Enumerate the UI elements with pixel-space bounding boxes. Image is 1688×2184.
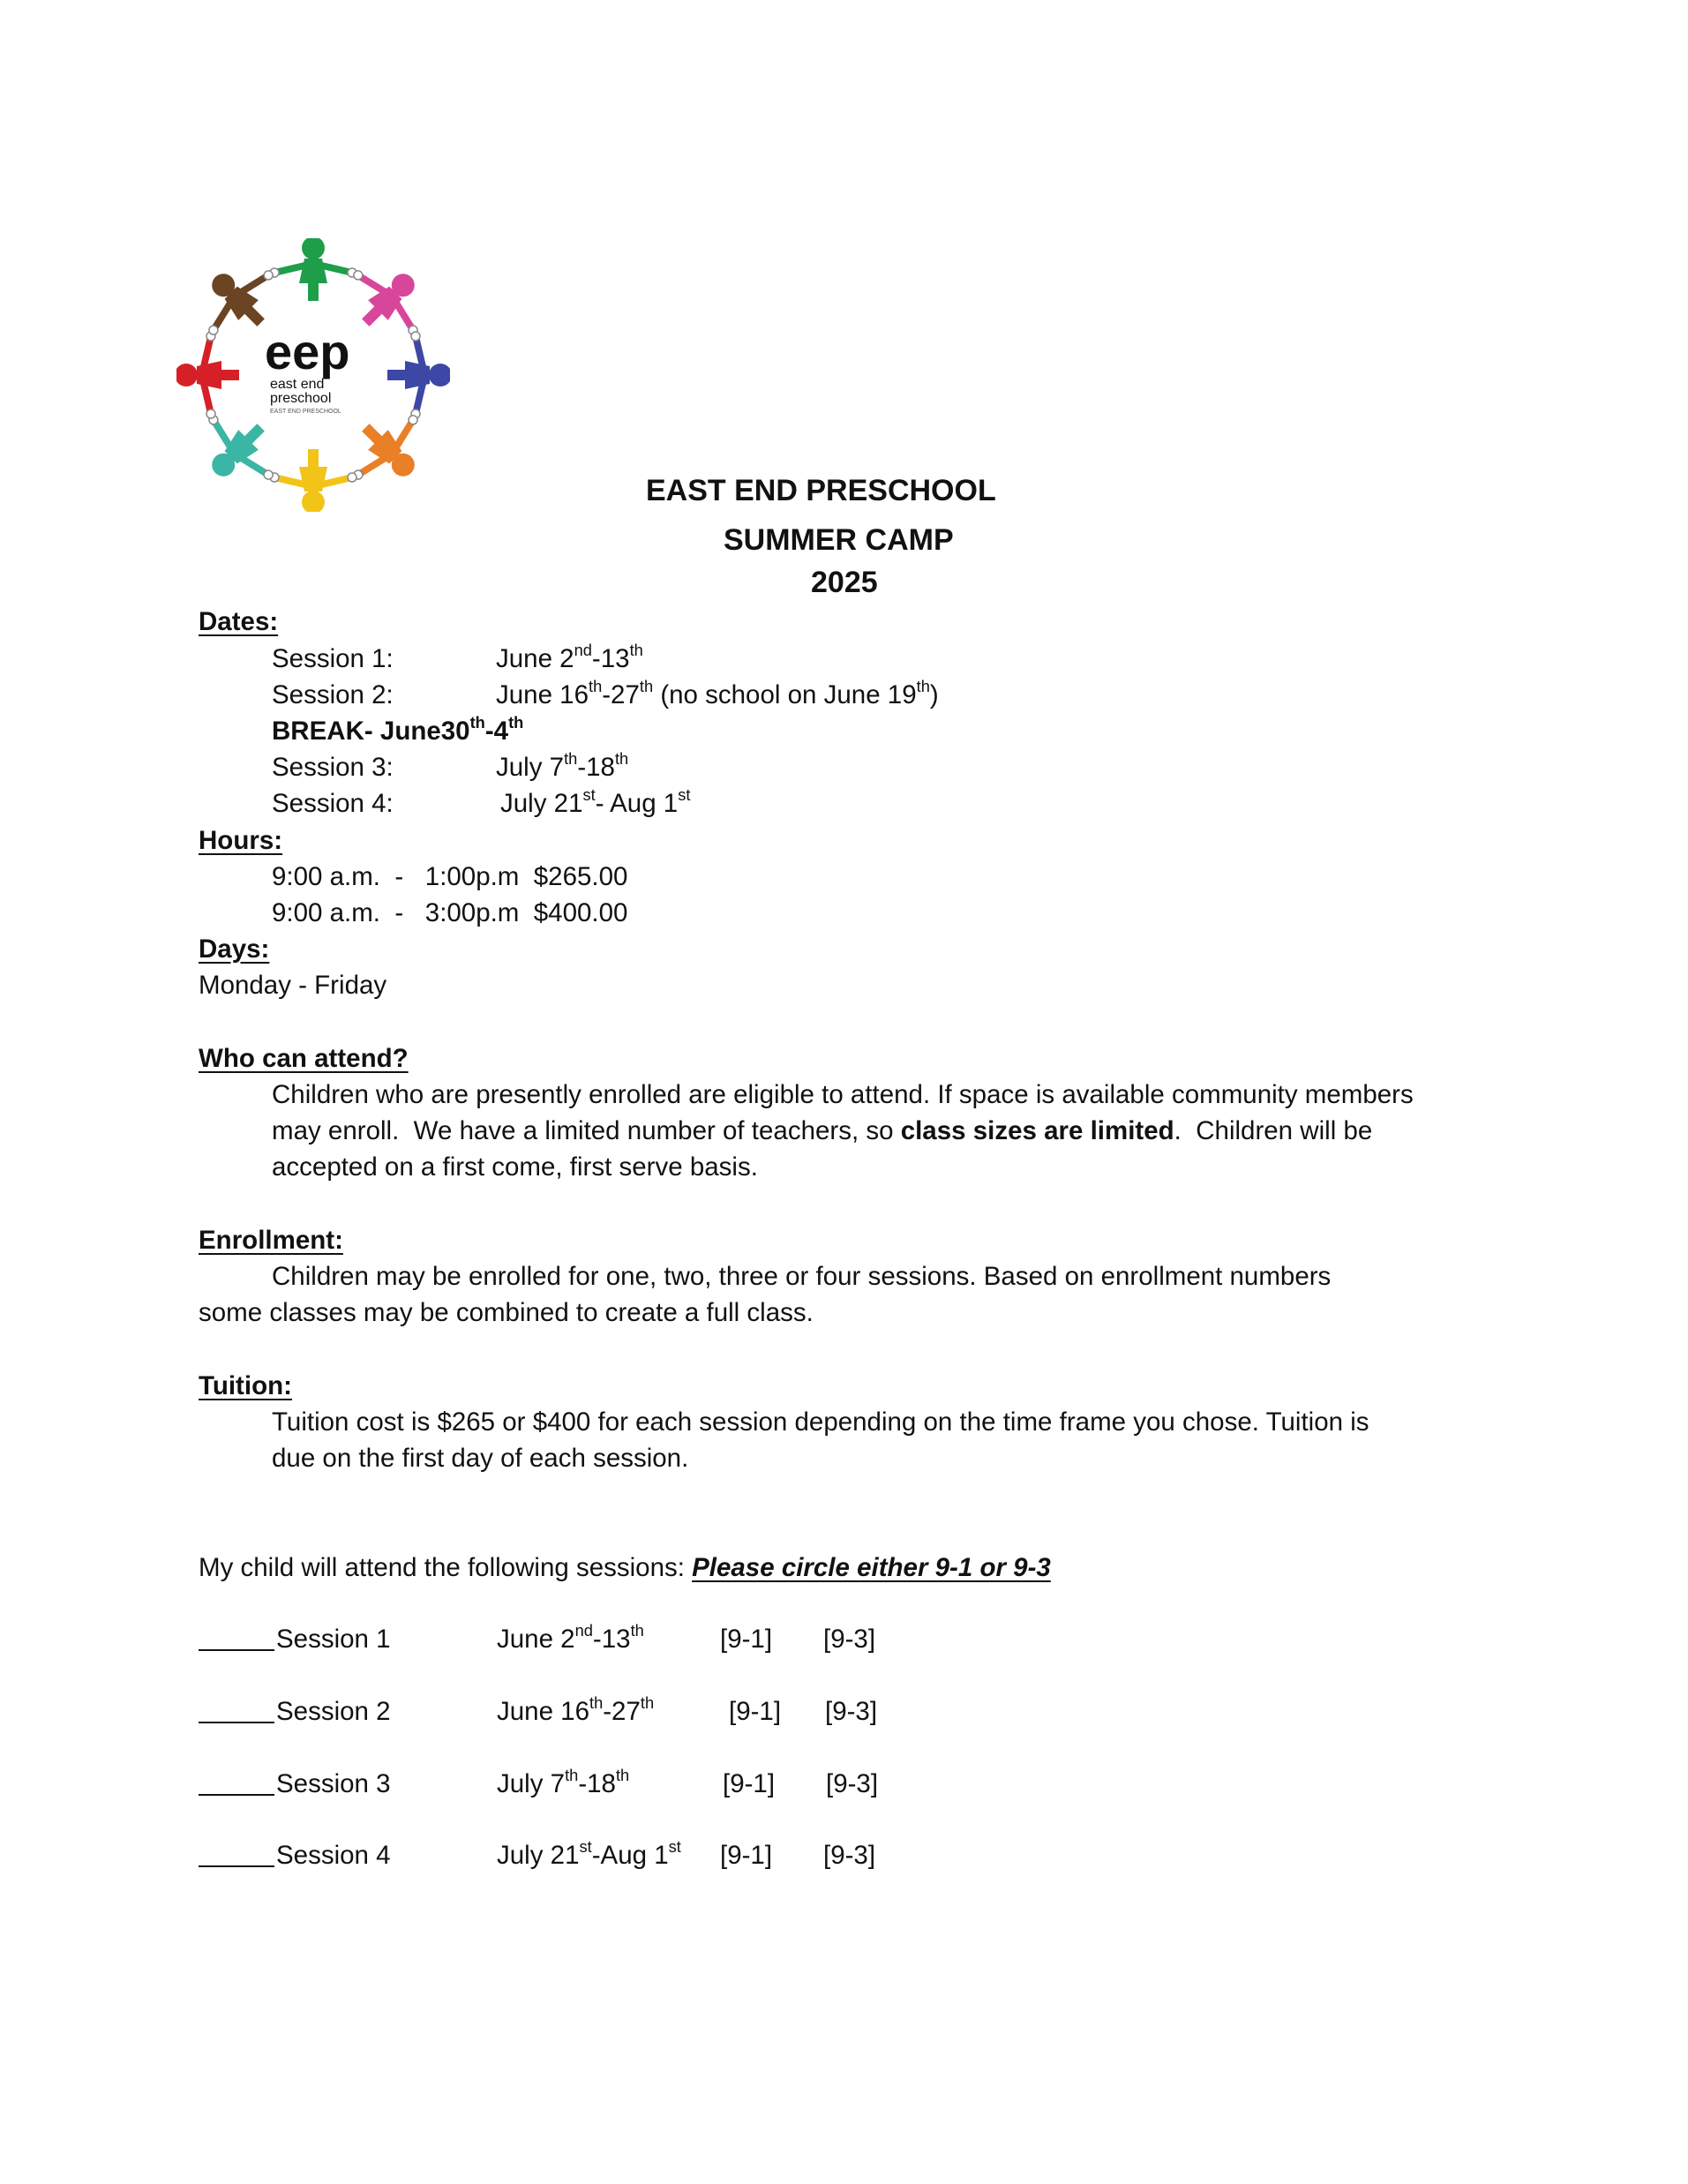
form-session-label: Session 1: [276, 1625, 391, 1654]
form-session-label: Session 4: [276, 1841, 391, 1870]
form-row-2-option-9-1[interactable]: [9-1]: [729, 1697, 782, 1726]
session-4-end: - Aug 1: [595, 789, 679, 818]
session-1-dates: [496, 641, 643, 673]
form-date-end: -27: [603, 1697, 641, 1726]
form-row-2-dates: [497, 1693, 655, 1726]
ordinal-suffix: th: [564, 749, 578, 769]
session-1-start: June 2: [496, 644, 574, 673]
page-title-camp: SUMMER CAMP: [724, 523, 954, 557]
logo-line2-text: east end: [270, 377, 325, 392]
hours-option-1: 9:00 a.m. - 1:00p.m $265.00: [272, 862, 628, 891]
form-row-4-option-9-1[interactable]: [9-1]: [720, 1841, 773, 1870]
form-row-session-2: [199, 1699, 391, 1725]
form-date-end: -Aug 1: [591, 1841, 669, 1870]
session-2-note-close: ): [929, 680, 939, 709]
session-1-label: Session 1:: [272, 644, 394, 673]
circle-instruction: Please circle either 9-1 or 9-3: [692, 1553, 1051, 1582]
children-circle-logo-icon: [176, 238, 450, 512]
ordinal-suffix: st: [678, 785, 691, 805]
page-title-school: EAST END PRESCHOOL: [646, 474, 996, 507]
session-4-start: July 21: [500, 789, 583, 818]
page-title-year: 2025: [811, 566, 878, 599]
logo-eep-text: eep: [265, 324, 350, 379]
form-row-3-option-9-1[interactable]: [9-1]: [723, 1769, 776, 1798]
days-heading: Days:: [199, 934, 270, 964]
form-row-3-option-9-3[interactable]: [9-3]: [826, 1769, 879, 1798]
session-2-label: Session 2:: [272, 680, 394, 709]
session-3-start: July 7: [496, 753, 565, 782]
session-3-label: Session 3:: [272, 753, 394, 782]
form-row-2-option-9-3[interactable]: [9-3]: [825, 1697, 878, 1726]
ordinal-suffix: th: [615, 1766, 630, 1785]
tuition-heading: Tuition:: [199, 1371, 292, 1400]
child-figure-icon: [270, 238, 356, 301]
form-row-session-1: [199, 1626, 391, 1653]
child-figure-icon: [387, 332, 450, 418]
ordinal-suffix: st: [668, 1837, 681, 1857]
form-date-start: June 2: [497, 1625, 575, 1654]
break-dates: [272, 713, 524, 746]
session-1-end: -13: [591, 644, 630, 673]
logo-line4-text: EAST END PRESCHOOL: [270, 409, 341, 415]
fill-in-blank[interactable]: [199, 1865, 274, 1867]
form-intro-text: My child will attend the following sessions:: [199, 1553, 693, 1582]
who-line-2-end: . Children will be: [1174, 1116, 1373, 1145]
ordinal-suffix: th: [565, 1766, 579, 1785]
form-row-4-option-9-3[interactable]: [9-3]: [823, 1841, 876, 1870]
session-3-end: -18: [577, 753, 615, 782]
ordinal-suffix: st: [582, 785, 596, 805]
ordinal-suffix: st: [579, 1837, 592, 1857]
ordinal-suffix: th: [640, 1693, 655, 1713]
form-row-1-option-9-3[interactable]: [9-3]: [823, 1625, 876, 1654]
ordinal-suffix: nd: [574, 1621, 593, 1640]
ordinal-suffix: th: [508, 713, 524, 732]
ordinal-suffix: nd: [574, 641, 592, 660]
ordinal-suffix: th: [614, 749, 629, 769]
form-date-end: -13: [592, 1625, 631, 1654]
fill-in-blank[interactable]: [199, 1648, 274, 1651]
ordinal-suffix: th: [588, 677, 603, 696]
tuition-line-1: Tuition cost is $265 or $400 for each session depending on the time frame you chose. Tuition is: [272, 1407, 1369, 1437]
session-2-note: (no school on June 19: [653, 680, 917, 709]
who-line-2-text: may enroll. We have a limited number of teachers, so: [272, 1116, 901, 1145]
form-intro: [199, 1555, 1051, 1581]
form-session-label: Session 2: [276, 1697, 391, 1726]
enrollment-line-1: Children may be enrolled for one, two, three or four sessions. Based on enrollment numbers: [272, 1262, 1332, 1291]
dates-heading: Dates:: [199, 607, 279, 636]
form-row-session-4: [199, 1843, 391, 1869]
child-figure-icon: [176, 332, 239, 418]
form-row-1-dates: [497, 1621, 644, 1654]
session-4-label: Session 4:: [272, 789, 394, 818]
session-3-dates: [496, 749, 629, 782]
fill-in-blank[interactable]: [199, 1721, 274, 1723]
form-date-start: July 7: [497, 1769, 566, 1798]
session-2-start: June 16: [496, 680, 589, 709]
form-session-label: Session 3: [276, 1769, 391, 1798]
form-row-1-option-9-1[interactable]: [9-1]: [720, 1625, 773, 1654]
enrollment-line-2: some classes may be combined to create a full class.: [199, 1298, 814, 1327]
break-start: BREAK- June30: [272, 717, 470, 746]
session-2-end: -27: [602, 680, 640, 709]
break-end: -4: [484, 717, 509, 746]
form-row-4-dates: [497, 1837, 681, 1870]
class-size-emphasis: class sizes are limited: [900, 1116, 1174, 1145]
ordinal-suffix: th: [916, 677, 930, 696]
session-2-dates: [496, 677, 939, 709]
preschool-logo: [176, 238, 450, 512]
who-heading: Who can attend?: [199, 1044, 409, 1073]
who-line-1: Children who are presently enrolled are eligible to attend. If space is available community members: [272, 1080, 1414, 1109]
ordinal-suffix: th: [589, 1693, 604, 1713]
ordinal-suffix: th: [639, 677, 654, 696]
form-row-3-dates: [497, 1766, 630, 1798]
tuition-line-2: due on the first day of each session.: [272, 1444, 689, 1473]
who-line-2: [272, 1118, 1372, 1145]
form-date-end: -18: [578, 1769, 616, 1798]
form-date-start: June 16: [497, 1697, 589, 1726]
fill-in-blank[interactable]: [199, 1793, 274, 1796]
hours-heading: Hours:: [199, 826, 283, 855]
ordinal-suffix: th: [629, 641, 643, 660]
child-figure-icon: [270, 449, 356, 512]
ordinal-suffix: th: [469, 713, 485, 732]
hours-option-2: 9:00 a.m. - 3:00p.m $400.00: [272, 898, 628, 927]
logo-line3-text: preschool: [270, 391, 332, 406]
session-4-dates: [500, 785, 691, 818]
form-date-start: July 21: [497, 1841, 580, 1870]
days-value: Monday - Friday: [199, 971, 387, 1000]
form-row-session-3: [199, 1771, 391, 1797]
enrollment-heading: Enrollment:: [199, 1226, 343, 1255]
who-line-3: accepted on a first come, first serve basis.: [272, 1152, 758, 1182]
ordinal-suffix: th: [630, 1621, 644, 1640]
